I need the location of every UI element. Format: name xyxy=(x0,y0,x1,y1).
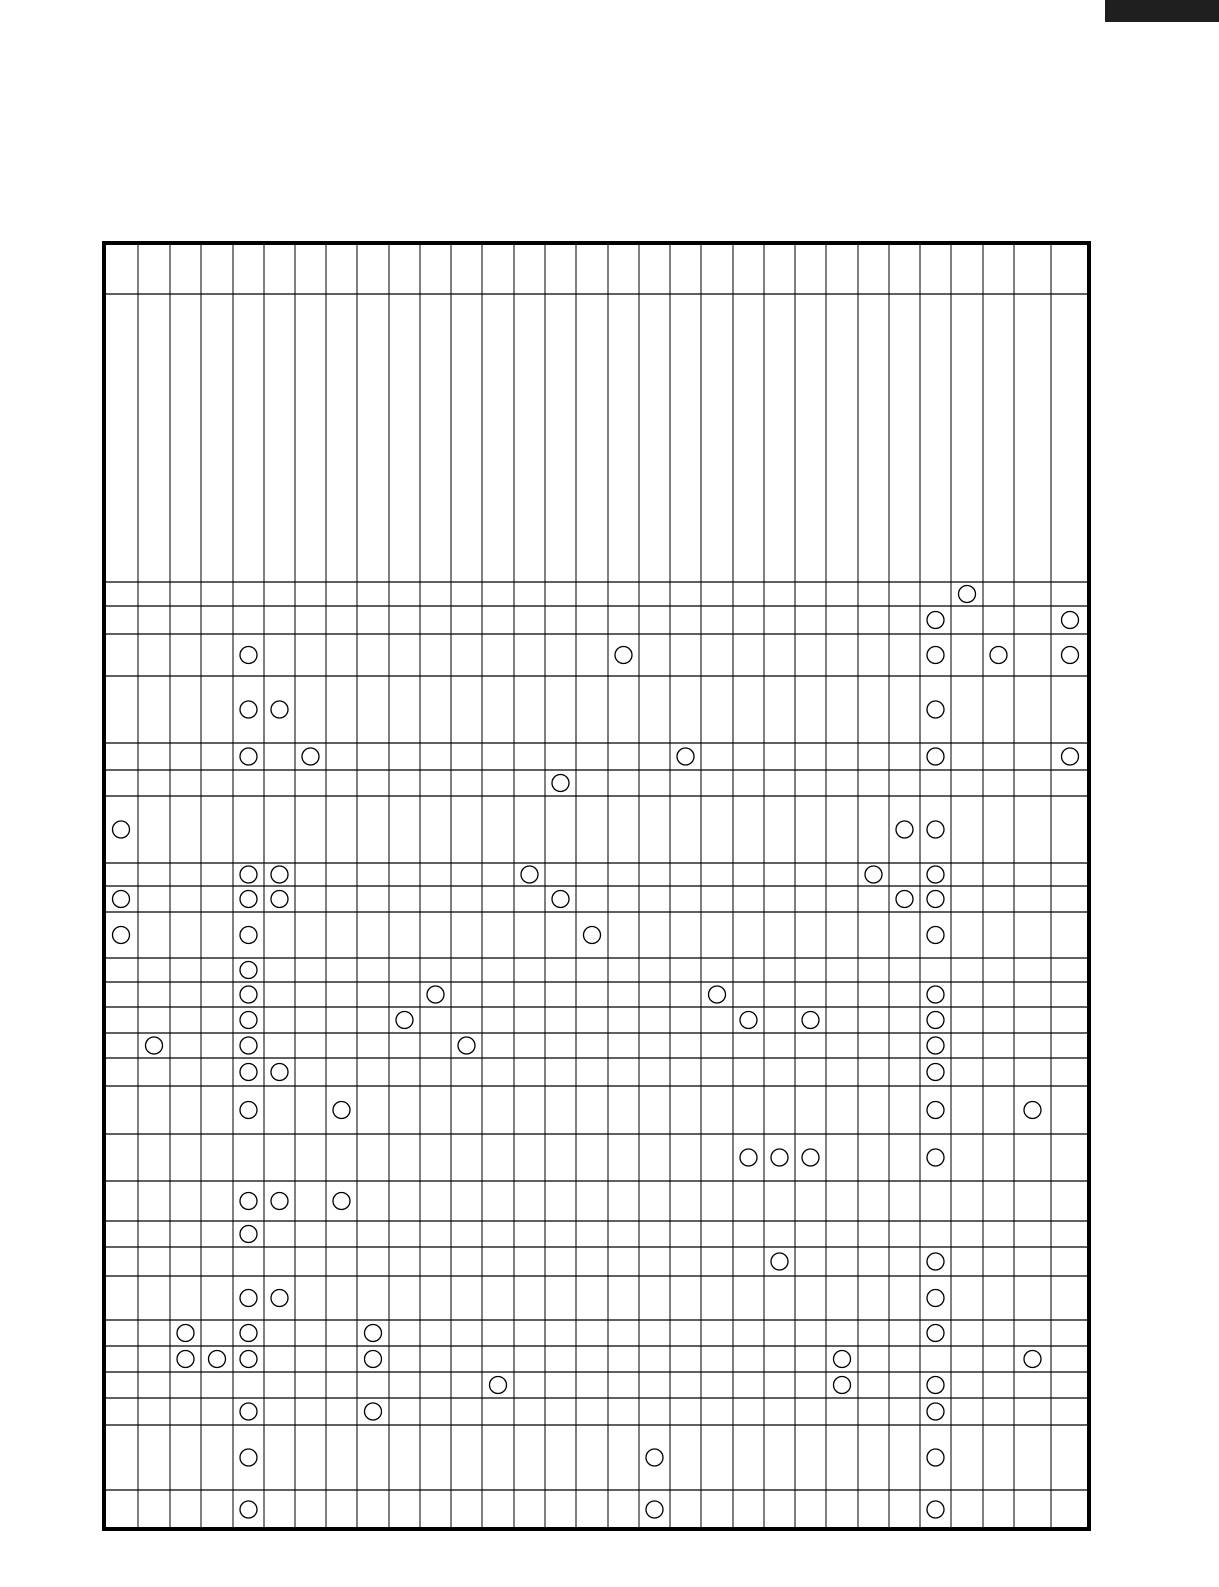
matrix-mark-circle xyxy=(927,866,944,883)
matrix-mark-circle xyxy=(740,1149,757,1166)
matrix-mark-circle xyxy=(177,1325,194,1342)
matrix-mark-circle xyxy=(1062,647,1079,664)
matrix-mark-circle xyxy=(240,962,257,979)
matrix-mark-circle xyxy=(240,1351,257,1368)
matrix-grid xyxy=(104,243,1089,1529)
matrix-mark-circle xyxy=(740,1012,757,1029)
matrix-mark-circle xyxy=(834,1377,851,1394)
matrix-mark-circle xyxy=(927,612,944,629)
matrix-mark-circle xyxy=(333,1193,350,1210)
matrix-mark-circle xyxy=(240,701,257,718)
matrix-mark-circle xyxy=(615,647,632,664)
matrix-mark-circle xyxy=(927,1377,944,1394)
matrix-mark-circle xyxy=(302,748,319,765)
matrix-mark-circle xyxy=(365,1403,382,1420)
matrix-mark-circle xyxy=(646,1449,663,1466)
matrix-mark-circle xyxy=(927,748,944,765)
matrix-mark-circle xyxy=(927,927,944,944)
matrix-mark-circle xyxy=(333,1102,350,1119)
matrix-mark-circle xyxy=(990,647,1007,664)
matrix-mark-circle xyxy=(240,866,257,883)
matrix-mark-circle xyxy=(113,821,130,838)
matrix-mark-circle xyxy=(240,1193,257,1210)
matrix-mark-circle xyxy=(927,1253,944,1270)
matrix-mark-circle xyxy=(771,1149,788,1166)
matrix-mark-circle xyxy=(271,1064,288,1081)
matrix-mark-circle xyxy=(646,1501,663,1518)
matrix-mark-circle xyxy=(927,701,944,718)
matrix-mark-circle xyxy=(927,1012,944,1029)
matrix-mark-circle xyxy=(896,891,913,908)
matrix-mark-circle xyxy=(959,586,976,603)
matrix-mark-circle xyxy=(709,986,726,1003)
matrix-mark-circle xyxy=(927,821,944,838)
matrix-mark-circle xyxy=(677,748,694,765)
matrix-mark-circle xyxy=(521,866,538,883)
matrix-mark-circle xyxy=(209,1351,226,1368)
matrix-mark-circle xyxy=(271,866,288,883)
matrix-mark-circle xyxy=(271,701,288,718)
matrix-mark-circle xyxy=(927,647,944,664)
matrix-mark-circle xyxy=(771,1253,788,1270)
matrix-mark-circle xyxy=(927,986,944,1003)
matrix-mark-circle xyxy=(1062,748,1079,765)
matrix-mark-circle xyxy=(802,1012,819,1029)
matrix-mark-circle xyxy=(240,927,257,944)
matrix-mark-circle xyxy=(240,986,257,1003)
matrix-mark-circle xyxy=(365,1351,382,1368)
matrix-mark-circle xyxy=(177,1351,194,1368)
matrix-mark-circle xyxy=(240,1102,257,1119)
matrix-mark-circle xyxy=(240,1064,257,1081)
matrix-mark-circle xyxy=(927,1064,944,1081)
matrix-mark-circle xyxy=(240,647,257,664)
matrix-mark-circle xyxy=(927,891,944,908)
matrix-mark-circle xyxy=(1024,1351,1041,1368)
matrix-mark-circle xyxy=(1024,1102,1041,1119)
matrix-mark-circle xyxy=(240,1290,257,1307)
matrix-mark-circle xyxy=(113,891,130,908)
matrix-mark-circle xyxy=(927,1403,944,1420)
matrix-marks xyxy=(113,586,1079,1519)
matrix-mark-circle xyxy=(240,891,257,908)
matrix-mark-circle xyxy=(240,1501,257,1518)
matrix-mark-circle xyxy=(927,1449,944,1466)
matrix-mark-circle xyxy=(458,1037,475,1054)
matrix-mark-circle xyxy=(271,1193,288,1210)
matrix-mark-circle xyxy=(927,1325,944,1342)
matrix-mark-circle xyxy=(240,1325,257,1342)
matrix-mark-circle xyxy=(240,1403,257,1420)
matrix-mark-circle xyxy=(834,1351,851,1368)
matrix-mark-circle xyxy=(927,1501,944,1518)
matrix-mark-circle xyxy=(396,1012,413,1029)
matrix-mark-circle xyxy=(146,1037,163,1054)
matrix-mark-circle xyxy=(896,821,913,838)
matrix-mark-circle xyxy=(927,1290,944,1307)
matrix-mark-circle xyxy=(552,775,569,792)
matrix-mark-circle xyxy=(927,1149,944,1166)
matrix-mark-circle xyxy=(240,1226,257,1243)
matrix-mark-circle xyxy=(802,1149,819,1166)
matrix-mark-circle xyxy=(240,1012,257,1029)
matrix-mark-circle xyxy=(427,986,444,1003)
matrix-mark-circle xyxy=(240,1037,257,1054)
matrix-mark-circle xyxy=(490,1377,507,1394)
matrix-mark-circle xyxy=(552,891,569,908)
matrix-mark-circle xyxy=(271,891,288,908)
matrix-mark-circle xyxy=(865,866,882,883)
matrix-mark-circle xyxy=(113,927,130,944)
matrix-mark-circle xyxy=(240,1449,257,1466)
matrix-mark-circle xyxy=(271,1290,288,1307)
matrix-mark-circle xyxy=(1062,612,1079,629)
matrix-mark-circle xyxy=(584,927,601,944)
matrix-mark-circle xyxy=(240,748,257,765)
matrix-mark-circle xyxy=(927,1102,944,1119)
matrix-mark-circle xyxy=(365,1325,382,1342)
matrix-mark-circle xyxy=(927,1037,944,1054)
